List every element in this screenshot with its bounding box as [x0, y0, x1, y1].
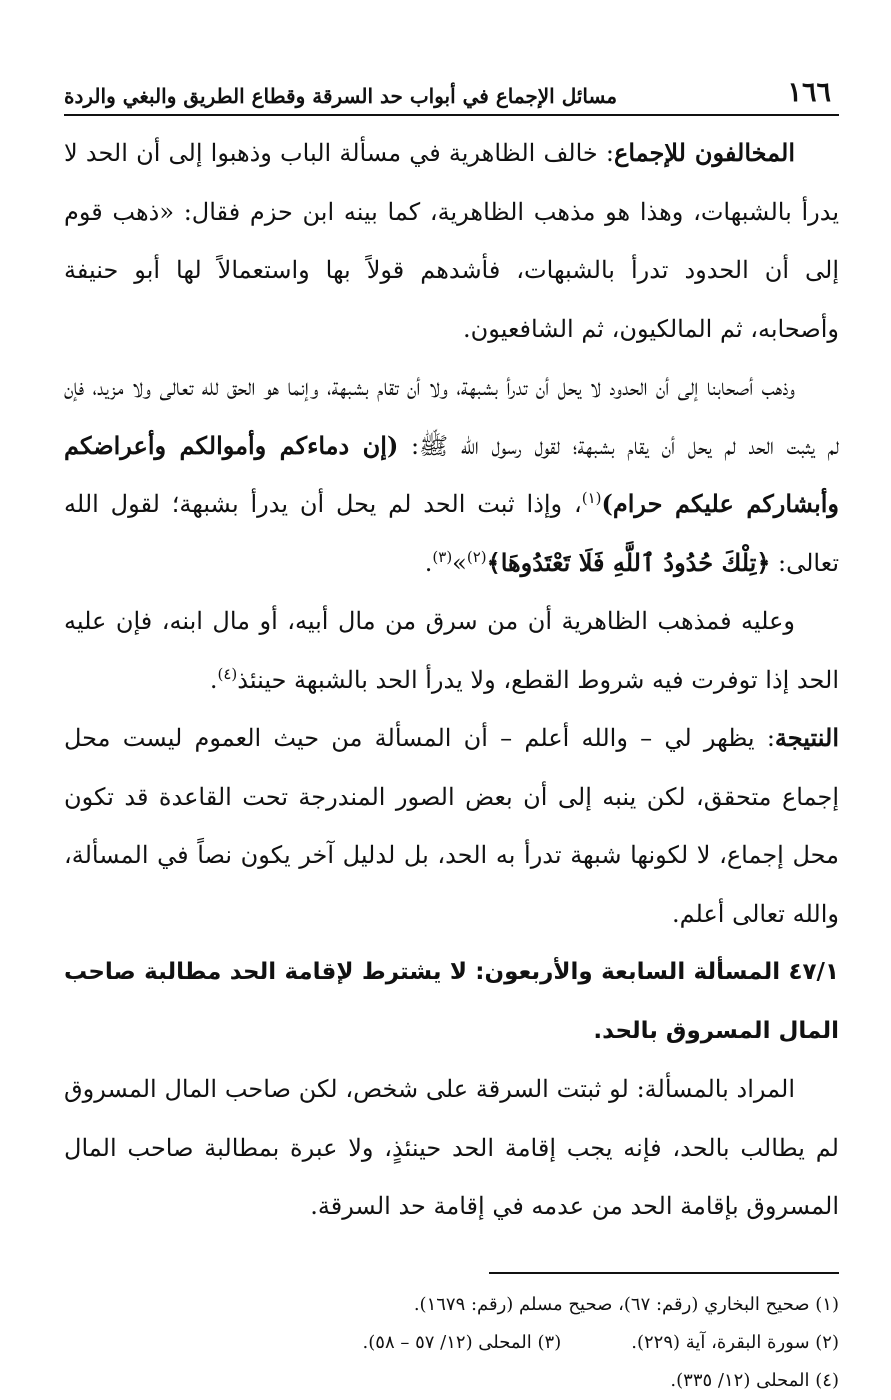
quote-text-b: ، وإذا ثبت الحد لم يحل أن يدرأ بشبهة؛ لقول الله تعالى: [64, 490, 839, 577]
quran-verse: ﴿تِلْكَ حُدُودُ ٱللَّهِ فَلَا تَعْتَدُوهَا﴾ [486, 547, 771, 577]
hadith-text: (إن دماءكم وأموالكم وأعراضكم وأبشاركم عليكم حرام) [64, 430, 840, 518]
footnote-2: (٢) سورة البقرة، آية (٢٢٩). [631, 1331, 839, 1353]
paragraph-conclusion [64, 709, 839, 943]
footnote-ref-2: (٢) [466, 547, 487, 566]
quote-period: . [424, 548, 433, 577]
conclusion-text: : يظهر لي – والله أعلم – أن المسألة من حيث العموم ليست محل إجماع متحقق، لكن ينبه إلى أن بعض الصور المندرجة تحت القاعدة قد تكون محل إجماع، لا لكونها شبهة تدرأ به الحد، بل لدليل آخر يكون نصاً في المسألة، والله تعالى أعلم. [64, 724, 839, 928]
page-number: ١٦٦ [787, 77, 831, 108]
footnote-ref-3: (٣) [432, 547, 453, 566]
footnote-4: (٤) المحلى (١٢/ ٣٣٥). [670, 1369, 839, 1391]
zahiri-ruling-period: . [209, 665, 218, 694]
zahiri-ruling-text: وعليه فمذهب الظاهرية أن من سرق من مال أبيه، أو مال ابنه، فإن عليه الحد إذا توفرت فيه شروط القطع، ولا يدرأ الحد بالشبهة حينئذ [64, 607, 839, 694]
running-header [64, 72, 839, 116]
book-page [64, 72, 839, 1400]
footnotes [64, 1286, 839, 1400]
footnote-divider [489, 1272, 839, 1274]
main-text [64, 124, 839, 1236]
paragraph-meaning: المراد بالمسألة: لو ثبتت السرقة على شخص، لكن صاحب المال المسروق لم يطالب بالحد، فإنه يجب إقامة الحد حينئذٍ، ولا عبرة بمطالبة صاحب المال المسروق بإقامة الحد من عدمه في إقامة حد السرقة. [64, 1075, 839, 1220]
opponents-label: المخالفون للإجماع [614, 138, 796, 167]
footnote-3: (٣) المحلى (١٢/ ٥٧ – ٥٨). [362, 1331, 562, 1353]
quote-close-mark: » [452, 548, 467, 577]
paragraph-ibn-hazm-quote [64, 358, 839, 592]
footnote-1: (١) صحيح البخاري (رقم: ٦٧)، صحيح مسلم (رقم: ١٦٧٩). [413, 1293, 839, 1315]
opponents-text: : خالف الظاهرية في مسألة الباب وذهبوا إلى أن الحد لا يدرأ بالشبهات، وهذا هو مذهب الظاهرية، كما بينه ابن حزم فقال: «ذهب قوم إلى أن الحدود تدرأ بالشبهات، فأشدهم قولاً بها واستعمالاً لها أبو حنيفة وأصحابه، ثم المالكيون، ثم الشافعيون. [64, 139, 839, 343]
footnote-ref-4: (٤) [217, 664, 238, 683]
footnote-pair [64, 1324, 839, 1362]
conclusion-label: النتيجة [774, 723, 839, 752]
paragraph-zahiri-ruling [64, 592, 839, 709]
footnote-ref-1: (١) [581, 489, 602, 507]
section-heading: ٤٧/١ المسألة السابعة والأربعون: لا يشترط لإقامة الحد مطالبة صاحب المال المسروق بالحد. [64, 959, 839, 1044]
quote-text-a: وذهب أصحابنا إلى أن الحدود لا يحل أن تدرأ بشبهة، ولا أن تقام بشبهة، وإنما هو الحق لله تعالى ولا مزيد، فإن لم يثبت الحد لم يحل أن يقام بشبهة؛ لقول رسول الله ﷺ: [64, 373, 839, 460]
header-title: مسائل الإجماع في أبواب حد السرقة وقطاع الطريق والبغي والردة [64, 84, 618, 108]
paragraph-opponents [64, 124, 839, 358]
